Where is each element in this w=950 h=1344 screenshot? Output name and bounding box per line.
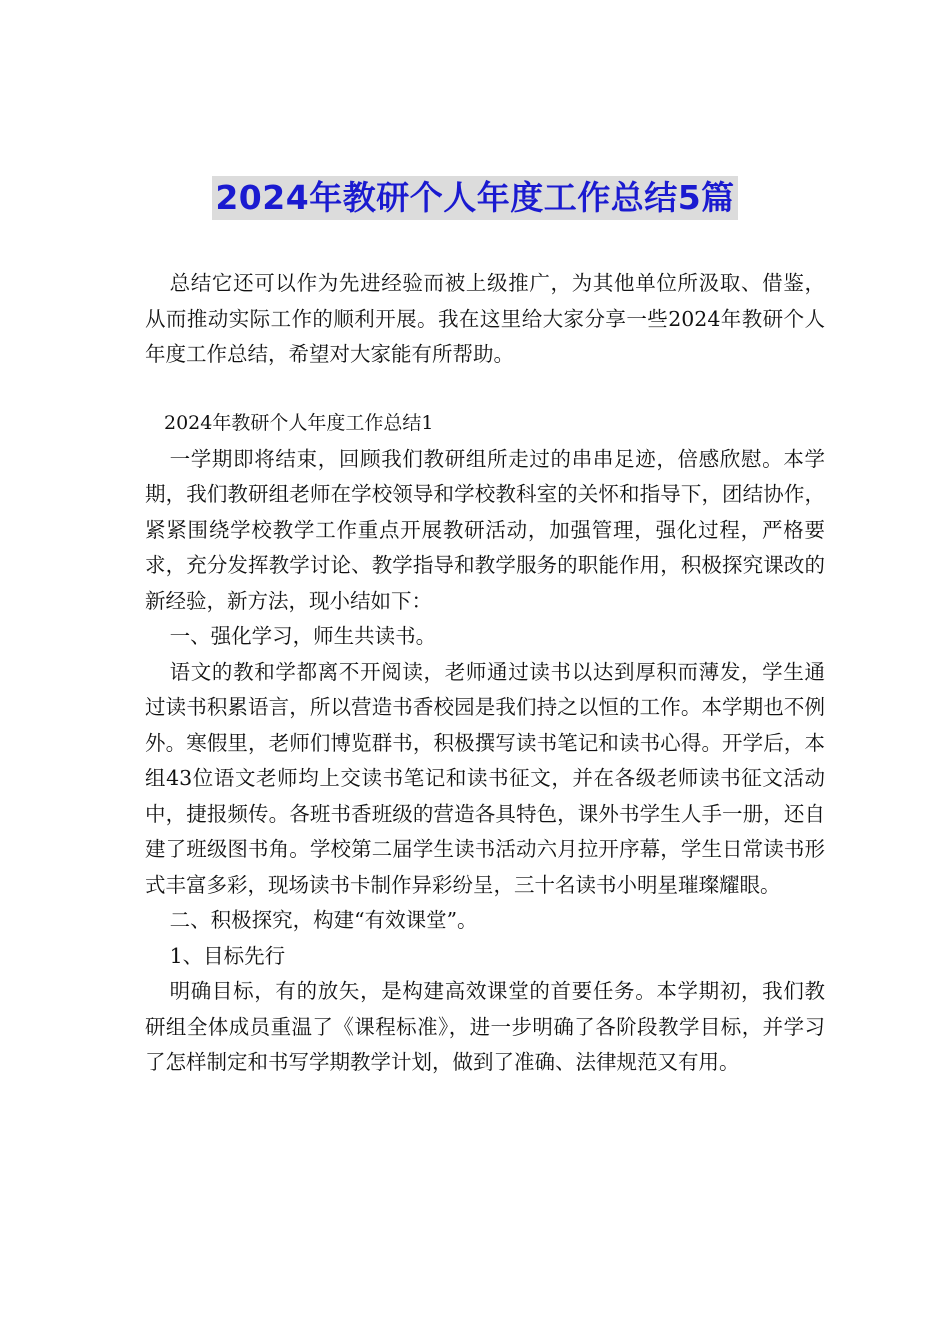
paragraph: 一学期即将结束，回顾我们教研组所走过的串串足迹，倍感欣慰。本学期，我们教研组老师在学校领导和学校教科室的关怀和指导下，团结协作，紧紧围绕学校教学工作重点开展教研活动，加强管理，强化过程，严格要求，充分发挥教学讨论、教学指导和教学服务的职能作用，积极探究课改的新经验，新方法，现小结如下： — [145, 446, 825, 613]
paragraph: 明确目标，有的放矢，是构建高效课堂的首要任务。本学期初，我们教研组全体成员重温了《课程标准》，进一步明确了各阶段教学目标，并学习了怎样制定和书写学期教学计划，做到了准确、法律规范又有用。 — [145, 979, 825, 1074]
spacer — [145, 373, 825, 407]
heading-effective-class: 二、积极探究，构建“有效课堂”。 — [169, 908, 478, 932]
heading-goal-first: 1、目标先行 — [169, 943, 286, 968]
intro-paragraph: 总结它还可以作为先进经验而被上级推广，为其他单位所汲取、借鉴，从而推动实际工作的顺利开展。我在这里给大家分享一些2024年教研个人年度工作总结，希望对大家能有所帮助。 — [145, 271, 825, 366]
section-title: 2024年教研个人年度工作总结1 — [164, 411, 434, 434]
title-wrap — [0, 176, 950, 220]
document-title: 2024年教研个人年度工作总结5篇 — [212, 176, 737, 220]
heading-reading: 一、强化学习，师生共读书。 — [169, 624, 437, 648]
document-body — [145, 266, 825, 1081]
paragraph: 语文的教和学都离不开阅读，老师通过读书以达到厚积而薄发，学生通过读书积累语言，所以营造书香校园是我们持之以恒的工作。本学期也不例外。寒假里，老师们博览群书，积极撰写读书笔记和读书心得。开学后，本组43位语文老师均上交读书笔记和读书征文，并在各级老师读书征文活动中，捷报频传。各班书香班级的营造各具特色，课外书学生人手一册，还自建了班级图书角。学校第二届学生读书活动六月拉开序幕，学生日常读书形式丰富多彩，现场读书卡制作异彩纷呈，三十名读书小明星璀璨耀眼。 — [145, 659, 825, 897]
